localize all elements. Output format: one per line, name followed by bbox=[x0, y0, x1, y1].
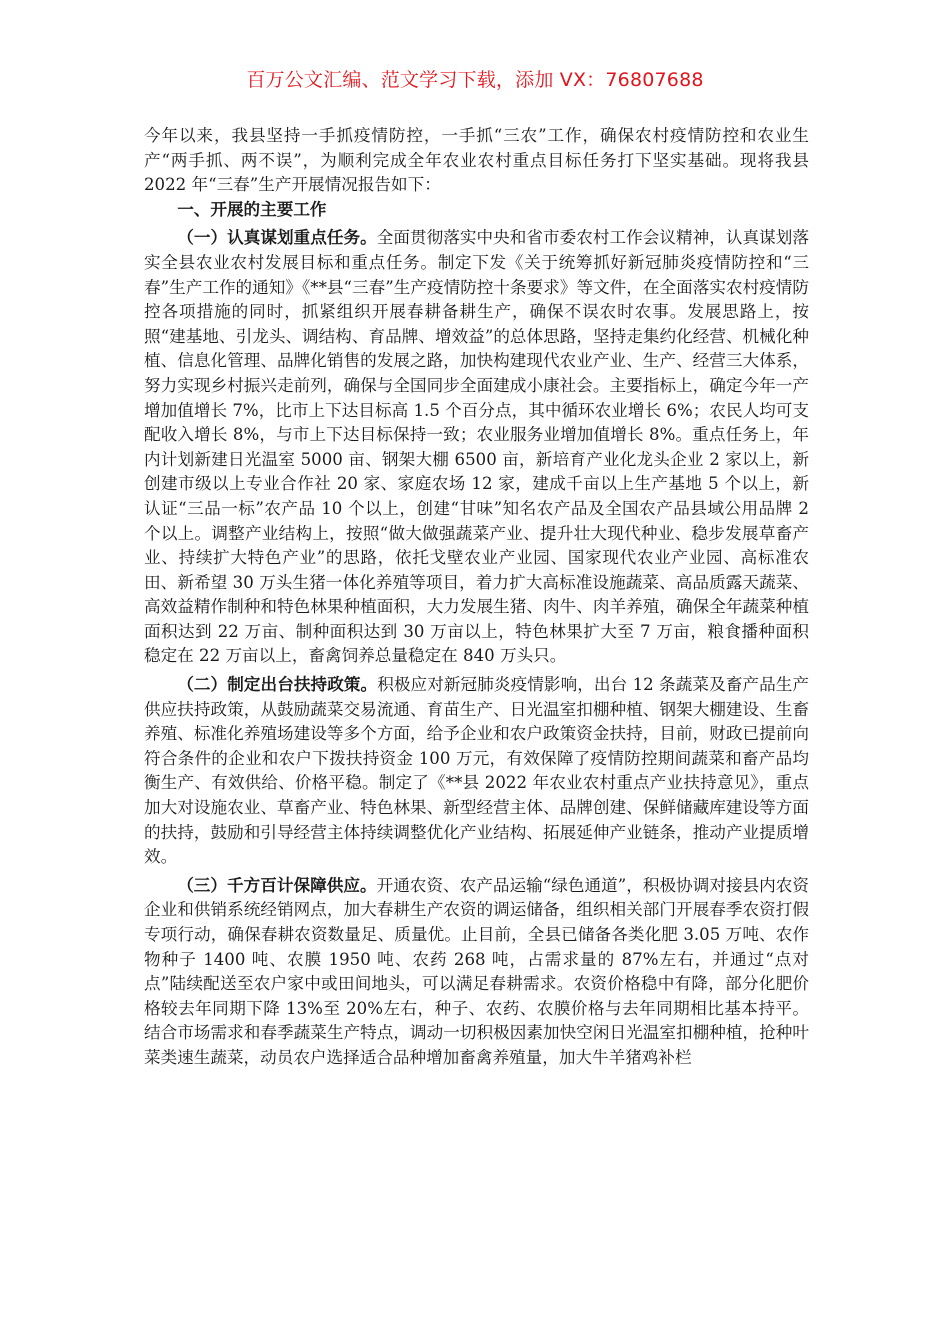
section-paragraph-2 bbox=[144, 673, 809, 870]
section-paragraph-1 bbox=[144, 226, 809, 669]
section-title-2: （二）制定出台扶持政策。 bbox=[177, 675, 378, 695]
section-text-2: 积极应对新冠肺炎疫情影响，出台 12 条蔬菜及畜产品生产供应扶持政策，从鼓励蔬菜交易流通、育苗生产、日光温室扣棚种植、钢架大棚建设、生畜养殖、标准化养殖场建设等多个方面，给予企业和农户政策资金扶持，目前，财政已提前向符合条件的企业和农户下拨扶持资金 100 万元，有效保障了疫情防控期间蔬菜和畜产品均衡生产、有效供给、价格平稳。制定了《**县 2022 年农业农村重点产业扶持意见》，重点加大对设施农业、草畜产业、特色林果、新型经营主体、品牌创建、保鲜储藏库建设等方面的扶持，鼓励和引导经营主体持续调整优化产业结构、拓展延伸产业链条，推动产业提质增效。 bbox=[144, 675, 810, 867]
section-text-3: 开通农资、农产品运输“绿色通道”，积极协调对接县内农资企业和供销系统经销网点，加大春耕生产农资的调运储备，组织相关部门开展春季农资打假专项行动，确保春耕农资数量足、质量优。止目前，全县已储备各类化肥 3.05 万吨、农作物种子 1400 吨、农膜 1950 吨、农药 268 吨，占需求量的 87%左右，并通过“点对点”陆续配送至农户家中或田间地头，可以满足春耕需求。农资价格稳中有降，部分化肥价格较去年同期下降 13%至 20%左右，种子、农药、农膜价格与去年同期相比基本持平。结合市场需求和春季蔬菜生产特点，调动一切积极因素加快空闲日光温室扣棚种植，抢种叶菜类速生蔬菜，动员农户选择适合品种增加畜禽养殖量，加大牛羊猪鸡补栏 bbox=[144, 875, 810, 1067]
intro-paragraph: 今年以来，我县坚持一手抓疫情防控，一手抓“三农”工作，确保农村疫情防控和农业生产“两手抓、两不误”，为顺利完成全年农业农村重点目标任务打下坚实基础。现将我县 2022 年“三春”生产开展情况报告如下： bbox=[144, 126, 809, 195]
watermark-banner: 百万公文汇编、范文学习下载，添加 VX：76807688 bbox=[246, 69, 704, 91]
section-title-1: （一）认真谋划重点任务。 bbox=[177, 228, 377, 248]
section-heading: 一、开展的主要工作 bbox=[177, 199, 327, 219]
document-body bbox=[144, 124, 809, 1071]
section-paragraph-3 bbox=[144, 874, 809, 1071]
section-title-3: （三）千方百计保障供应。 bbox=[177, 875, 377, 895]
section-text-1: 全面贯彻落实中央和省市委农村工作会议精神，认真谋划落实全县农业农村发展目标和重点任务。制定下发《关于统筹抓好新冠肺炎疫情防控和“三春”生产工作的通知》《**县“三春”生产疫情防控十条要求》等文件，在全面落实农村疫情防控各项措施的同时，抓紧组织开展春耕备耕生产，确保不误农时农事。发展思路上，按照“建基地、引龙头、调结构、育品牌、增效益”的总体思路，坚持走集约化经营、机械化种植、信息化管理、品牌化销售的发展之路，加快构建现代农业产业、生产、经营三大体系，努力实现乡村振兴走前列，确保与全国同步全面建成小康社会。主要指标上，确定今年一产增加值增长 7%，比市上下达目标高 1.5 个百分点，其中循环农业增长 6%；农民人均可支配收入增长 8%，与市上下达目标保持一致；农业服务业增加值增长 8%。重点任务上，年内计划新建日光温室 5000 亩、钢架大棚 6500 亩，新培育产业化龙头企业 2 家以上，新创建市级以上专业合作社 20 家、家庭农场 12 家，建成千亩以上生产基地 5 个以上，新认证“三品一标”农产品 10 个以上，创建“甘味”知名农产品及全国农产品县域公用品牌 2 个以上。调整产业结构上，按照“做大做强蔬菜产业、提升壮大现代种业、稳步发展草畜产业、持续扩大特色产业”的思路，依托戈壁农业产业园、国家现代农业产业园、高标准农田、新希望 30 万头生猪一体化养殖等项目，着力扩大高标准设施蔬菜、高品质露天蔬菜、高效益精作制种和特色林果种植面积，大力发展生猪、肉牛、肉羊养殖，确保全年蔬菜种植面积达到 22 万亩、制种面积达到 30 万亩以上，特色林果扩大至 7 万亩，粮食播种面积稳定在 22 万亩以上，畜禽饲养总量稳定在 840 万头只。 bbox=[144, 228, 809, 666]
